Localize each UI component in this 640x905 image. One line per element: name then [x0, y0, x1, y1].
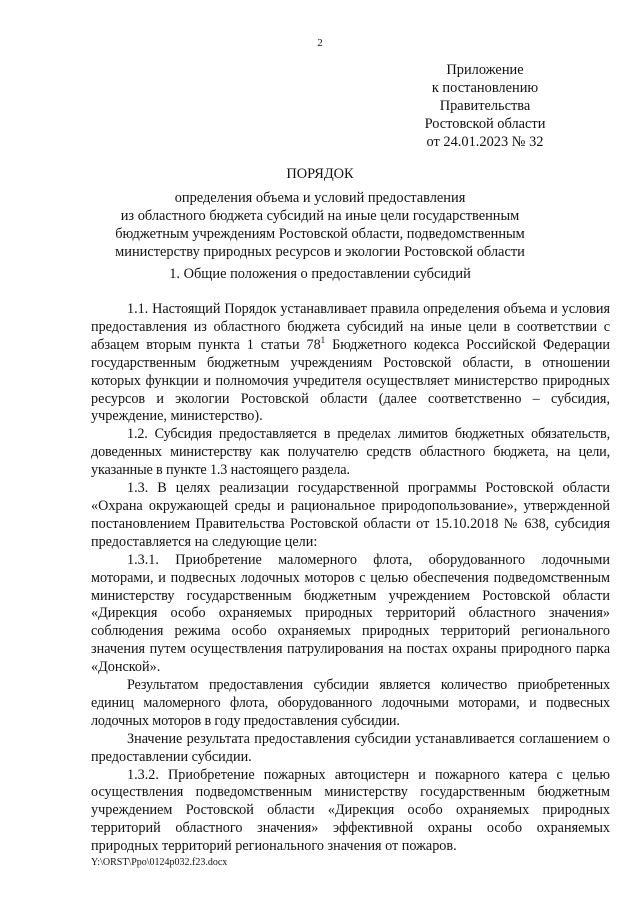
paragraph-result: Результатом предоставления субсидии является количество приобретенных единиц маломерного флота, оборудованного лодочными моторами, и подвесных лодочных моторов в году предоставления субсидии.: [91, 677, 610, 729]
subtitle-line: бюджетным учреждениям Ростовской области, подведомственным: [115, 226, 525, 242]
paragraph-text: 1.1. Настоящий Порядок устанавливает правила определения объема и условия предоставления из областного бюджета субсидий на иные цели в соответствии с абзацем вторым пункта 1 статьи 78: [91, 301, 610, 353]
paragraph-1-3-2: 1.3.2. Приобретение пожарных автоцистерн и пожарного катера с целью осуществления подведомственным министерству государственным бюджетным учреждением Ростовской области «Дирекция особо охраняемых природных территорий областного значения» эффективной охраны особо охраняемых природных территорий регионального значения от пожаров.: [91, 766, 610, 855]
appendix-line: к постановлению: [431, 80, 539, 96]
document-title: ПОРЯДОК: [286, 166, 354, 182]
appendix-line: Ростовской области: [424, 116, 546, 132]
paragraph-result-value: Значение результата предоставления субсидии устанавливается соглашением о предоставлении субсидии.: [91, 730, 610, 765]
document-subtitle: [60, 189, 580, 261]
appendix-line: от 24.01.2023 № 32: [426, 134, 544, 150]
subtitle-line: определения объема и условий предоставления: [174, 190, 466, 206]
paragraph-1-2: 1.2. Субсидия предоставляется в пределах лимитов бюджетных обязательств, доведенных министерству как получателю средств областного бюджета, на цели, указанные в пункте 1.3 настоящего раздела.: [91, 426, 610, 479]
section-heading: 1. Общие положения о предоставлении субсидий: [169, 266, 471, 282]
appendix-block: [360, 61, 610, 151]
appendix-line: Приложение: [446, 62, 524, 78]
paragraph-1-1: [91, 301, 610, 426]
subtitle-line: министерству природных ресурсов и экологии Ростовской области: [115, 244, 525, 260]
appendix-line: Правительства: [439, 98, 531, 114]
paragraph-text: Бюджетного кодекса Российской Федерации государственным бюджетным учреждениям Ростовской области, в отношении которых функции и полномочия учредителя осуществляет министерство природных ресурсов и экологии Ростовской области (далее соответственно – субсидия, учреждение, министерство).: [91, 336, 610, 425]
document-body: [91, 301, 610, 856]
subtitle-line: из областного бюджета субсидий на иные цели государственным: [120, 208, 520, 224]
paragraph-1-3: 1.3. В целях реализации государственной программы Ростовской области «Охрана окружающей среды и рациональное природопользование», утвержденной постановлением Правительства Ростовской области от 15.10.2018 № 638, субсидия предоставляется на следующие цели:: [91, 480, 610, 550]
file-path-footer: Y:\ORST\Ppo\0124p032.f23.docx: [91, 857, 228, 868]
page-number: 2: [317, 37, 323, 49]
paragraph-1-3-1: 1.3.1. Приобретение маломерного флота, оборудованного лодочными моторами, и подвесных лодочных моторов с целью обеспечения подведомственным министерству государственным бюджетным учреждением Ростовской области «Дирекция особо охраняемых природных территорий областного значения» соблюдения режима особо охраняемых природных территорий регионального значения путем осуществления патрулирования на постах охраны природного парка «Донской».: [91, 551, 610, 676]
superscript: 1: [320, 334, 326, 345]
